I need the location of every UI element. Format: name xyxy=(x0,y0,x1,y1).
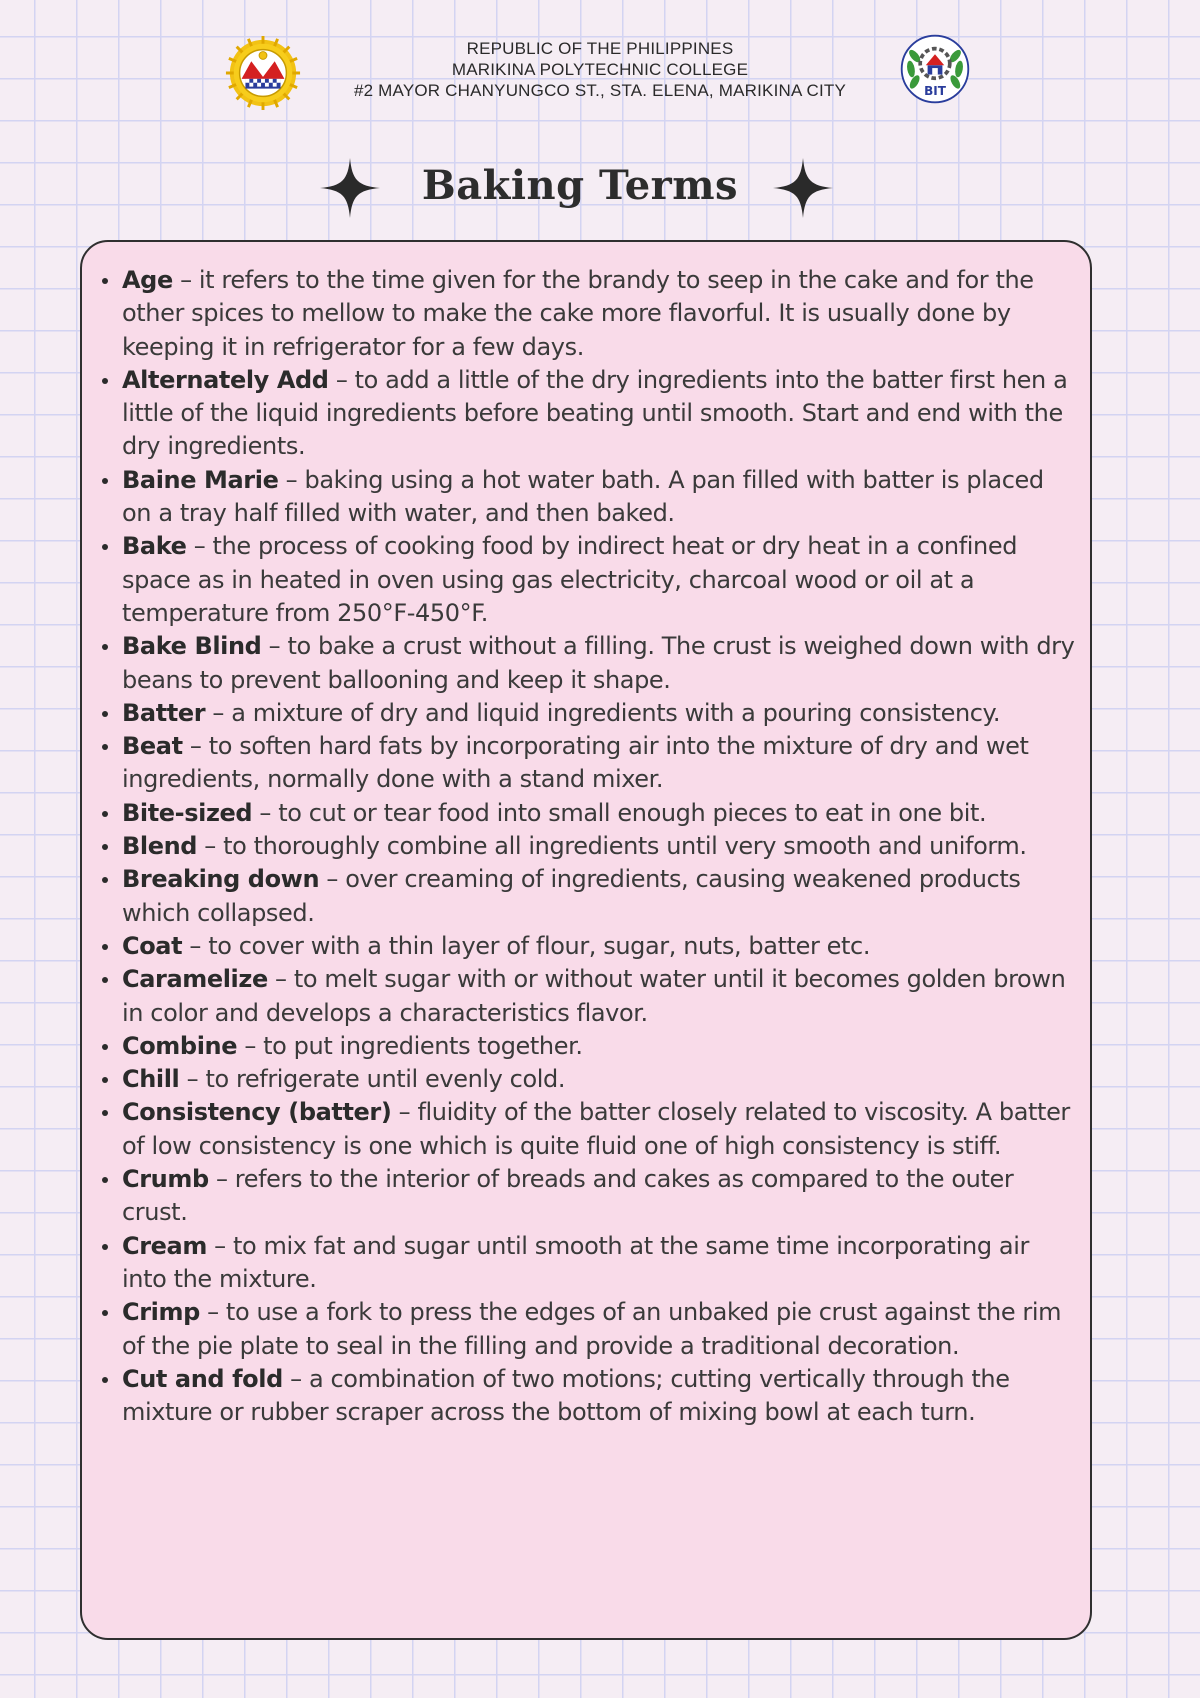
header-line-country: REPUBLIC OF THE PHILIPPINES xyxy=(466,39,734,58)
term-item xyxy=(122,1063,1080,1096)
term-definition: – to cut or tear food into small enough pieces to eat in one bit. xyxy=(252,798,987,827)
term-definition: – to melt sugar with or without water until it becomes golden brown in color and develops a characteristics flavor. xyxy=(122,965,1066,1027)
term-item xyxy=(122,464,1080,531)
term-item xyxy=(122,630,1080,697)
term-item xyxy=(122,730,1080,797)
terms-list xyxy=(122,264,1080,1429)
term-definition: – it refers to the time given for the brandy to seep in the cake and for the other spices to mellow to make the cake more flavorful. It is usually done by keeping it in refrigerator for a few days. xyxy=(122,266,1034,361)
term-item xyxy=(122,1030,1080,1063)
institution-header xyxy=(0,38,1200,101)
term-definition: – fluidity of the batter closely related to viscosity. A batter of low consistency is one which is quite fluid one of high consistency is stiff. xyxy=(122,1098,1070,1160)
title-row xyxy=(0,152,1200,222)
term-definition: – to add a little of the dry ingredients into the batter first hen a little of the liquid ingredients before beating until smooth. Start and end with the dry ingredients. xyxy=(122,365,1068,461)
term-name: Crimp xyxy=(122,1298,200,1327)
terms-card xyxy=(80,240,1092,1640)
term-definition: – to soften hard fats by incorporating air into the mixture of dry and wet ingredients, normally done with a stand mixer. xyxy=(122,732,1029,794)
term-name: Combine xyxy=(122,1031,238,1060)
term-item xyxy=(122,1230,1080,1297)
term-definition: – over creaming of ingredients, causing weakened products which collapsed. xyxy=(122,865,1021,927)
term-definition: – baking using a hot water bath. A pan filled with batter is placed on a tray half filled with water, and then baked. xyxy=(122,465,1044,528)
term-item xyxy=(122,963,1080,1030)
term-name: Cut and fold xyxy=(122,1364,283,1393)
term-name: Cream xyxy=(122,1231,207,1260)
term-definition: – to refrigerate until evenly cold. xyxy=(179,1065,566,1094)
term-definition: – to cover with a thin layer of flour, sugar, nuts, batter etc. xyxy=(182,931,871,960)
term-item xyxy=(122,264,1080,364)
term-name: Beat xyxy=(122,732,183,761)
term-name: Batter xyxy=(122,698,206,727)
term-item xyxy=(122,1296,1080,1363)
term-definition: – to thoroughly combine all ingredients until very smooth and uniform. xyxy=(197,832,1027,861)
term-name: Crumb xyxy=(122,1165,209,1194)
term-name: Alternately Add xyxy=(122,365,329,394)
term-item xyxy=(122,1363,1080,1430)
term-item xyxy=(122,830,1080,863)
term-name: Breaking down xyxy=(122,865,320,894)
term-definition: – a combination of two motions; cutting vertically through the mixture or rubber scraper across the bottom of mixing bowl at each turn. xyxy=(122,1364,1010,1427)
term-definition: – to bake a crust without a filling. The crust is weighed down with dry beans to prevent ballooning and keep it shape. xyxy=(122,632,1075,694)
term-item xyxy=(122,863,1080,930)
term-name: Caramelize xyxy=(122,965,268,994)
term-item xyxy=(122,364,1080,464)
term-definition: – to put ingredients together. xyxy=(237,1031,583,1060)
term-definition: – to mix fat and sugar until smooth at the same time incorporating air into the mixture. xyxy=(122,1231,1029,1293)
term-item xyxy=(122,1163,1080,1230)
term-name: Blend xyxy=(122,832,198,861)
header-line-address: #2 MAYOR CHANYUNGCO ST., STA. ELENA, MARIKINA CITY xyxy=(353,81,847,100)
sparkle-star-icon xyxy=(771,156,835,220)
term-item xyxy=(122,530,1080,630)
term-definition: – a mixture of dry and liquid ingredients with a pouring consistency. xyxy=(205,698,1001,727)
term-definition: – to use a fork to press the edges of an unbaked pie crust against the rim of the pie plate to seal in the filling and provide a traditional decoration. xyxy=(122,1298,1062,1360)
term-name: Bake xyxy=(122,532,187,561)
term-name: Baine Marie xyxy=(122,465,279,494)
term-name: Chill xyxy=(122,1065,180,1094)
term-name: Coat xyxy=(122,931,183,960)
term-name: Consistency (batter) xyxy=(122,1098,392,1127)
term-definition: – the process of cooking food by indirect heat or dry heat in a confined space as in heated in oven using gas electricity, charcoal wood or oil at a temperature from 250°F-450°F. xyxy=(122,532,1018,627)
page-title: Baking Terms xyxy=(421,162,739,209)
term-item xyxy=(122,797,1080,830)
term-name: Bite-sized xyxy=(122,798,253,827)
term-item xyxy=(122,1096,1080,1163)
bit-logo xyxy=(898,32,972,106)
bit-logo-text: BIT xyxy=(924,83,946,98)
term-name: Bake Blind xyxy=(122,632,262,661)
term-definition: – refers to the interior of breads and cakes as compared to the outer crust. xyxy=(122,1165,1014,1227)
term-name: Age xyxy=(122,266,173,294)
term-item xyxy=(122,930,1080,963)
header-line-college: MARIKINA POLYTECHNIC COLLEGE xyxy=(451,60,749,79)
term-item xyxy=(122,697,1080,730)
